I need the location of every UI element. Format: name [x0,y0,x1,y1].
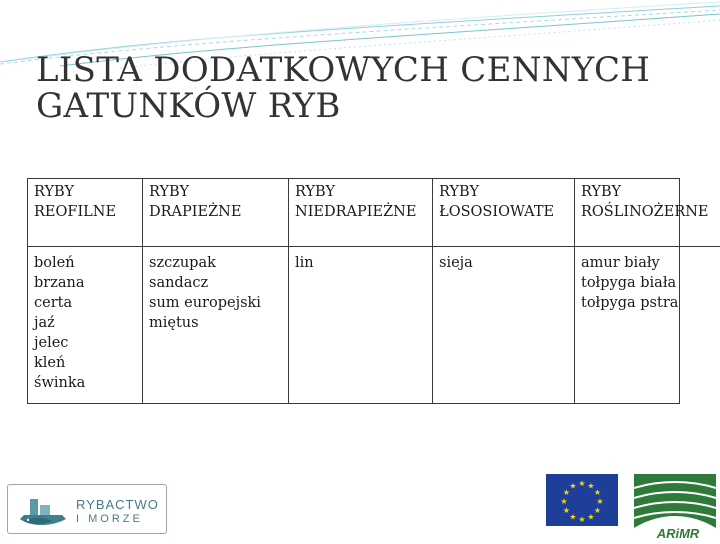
header-line: REOFILNE [34,202,137,222]
species-item: boleń [34,253,137,273]
svg-text:★: ★ [594,488,601,497]
species-item: szczupak [149,253,283,273]
species-cell-rheophilic [28,247,143,404]
title-line-1: LISTA DODATKOWYCH CENNYCH [36,52,696,88]
page-title [36,52,696,124]
rybactwo-i-morze-logo [7,484,167,534]
species-cell-non-predatory [289,247,433,404]
species-item: sandacz [149,273,283,293]
eu-stars-icon [546,474,618,526]
logo-line-1: RYBACTWO [76,497,159,512]
species-item: jaź [34,313,137,333]
species-item: certa [34,293,137,313]
header-line: RYBY [581,182,720,202]
svg-text:★: ★ [578,515,585,524]
header-line: DRAPIEŻNE [149,202,283,222]
boat-fish-icon [16,489,74,529]
svg-text:★: ★ [596,497,603,506]
species-item: miętus [149,313,283,333]
header-herbivorous [575,179,720,247]
header-line: ROŚLINOŻERNE [581,202,720,222]
header-predatory [143,179,289,247]
header-line: RYBY [295,182,427,202]
species-cell-predatory [143,247,289,404]
header-rheophilic [28,179,143,247]
species-item: brzana [34,273,137,293]
header-line: RYBY [439,182,569,202]
species-item: tołpyga biała [581,273,720,293]
species-item: sieja [439,253,569,273]
logo-line-2: I MORZE [76,513,143,525]
svg-text:★: ★ [569,482,576,491]
svg-text:★: ★ [594,506,601,515]
fish-species-table [27,178,680,404]
species-table-grid [28,179,720,403]
svg-text:★: ★ [587,513,594,522]
species-item: tołpyga pstra [581,293,720,313]
header-line: NIEDRAPIEŻNE [295,202,427,222]
species-item: amur biały [581,253,720,273]
header-non-predatory [289,179,433,247]
svg-text:★: ★ [578,479,585,488]
species-item: kleń [34,353,137,373]
arimr-logo [630,468,720,540]
svg-text:★: ★ [587,482,594,491]
svg-text:★: ★ [563,506,570,515]
arimr-text: ARiMR [656,526,700,540]
species-cell-herbivorous [575,247,720,404]
species-item: świnka [34,373,137,393]
species-item: lin [295,253,427,273]
header-salmonids [433,179,575,247]
svg-text:★: ★ [563,488,570,497]
species-item: sum europejski [149,293,283,313]
table-row [28,247,720,404]
svg-text:★: ★ [569,513,576,522]
species-cell-salmonids [433,247,575,404]
header-line: RYBY [149,182,283,202]
species-item: jelec [34,333,137,353]
svg-text:★: ★ [560,497,567,506]
eu-flag-icon [546,474,618,526]
table-header-row [28,179,720,247]
header-line: ŁOSOSIOWATE [439,202,569,222]
title-line-2: GATUNKÓW RYB [36,88,696,124]
arimr-emblem-icon [630,468,720,540]
header-line: RYBY [34,182,137,202]
